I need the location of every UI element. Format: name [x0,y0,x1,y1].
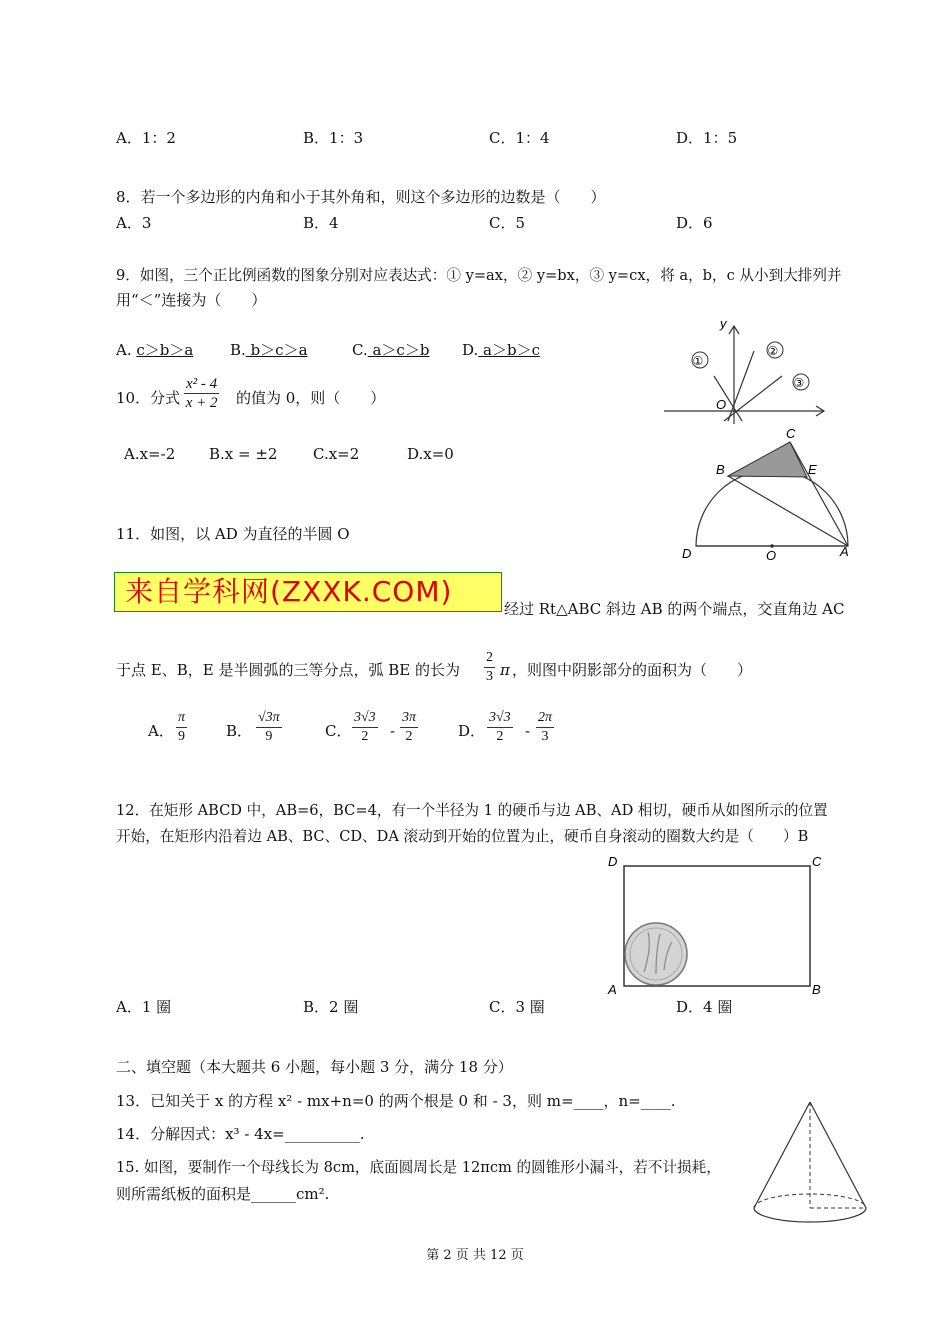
q7-option-d: D．1：5 [676,129,738,147]
q11-arc-fraction: $\frac{2}{3}$ [486,650,493,684]
q9-graph-figure [662,316,832,426]
q11-option-d-frac1: $\frac{3√3}{2}$ [489,710,511,744]
q11-option-b-label: B． [226,722,253,740]
q11-stem-line3a: 于点 E、B，E 是半圆弧的三等分点，弧 BE 的长为 [116,661,460,679]
q10-numerator: x² - 4 [186,376,218,392]
q11-stem-line2: 经过 Rt△ABC 斜边 AB 的两个端点，交直角边 AC [504,600,845,618]
q9-stem-line1: 9．如图，三个正比例函数的图象分别对应表达式：① y=ax，② y=bx，③ y=cx，将 a，b，c 从小到大排列并 [116,267,842,284]
q13-text: 13．已知关于 x 的方程 x² - mx+n=0 的两个根是 0 和 - 3，则 m=____，n=____. [116,1092,676,1110]
q11-stem-line1: 11．如图，以 AD 为直径的半圆 O [116,525,350,543]
q10-option-b: B.x = ±2 [209,445,278,463]
q11-option-a: $\frac{\pi}{9}$ [178,710,186,744]
q9-stem-line2: 用“＜”连接为（ ） [116,291,267,309]
q12-stem-line1: 12．在矩形 ABCD 中，AB=6，BC=4，有一个半径为 1 的硬币与边 AB、AD 相切，硬币从如图所示的位置 [116,802,828,819]
q12-option-d: D．4 圈 [676,998,733,1016]
q12-option-c: C．3 圈 [489,998,545,1016]
q8-option-a: A．3 [116,214,152,232]
q7-option-b: B．1：3 [303,129,364,147]
q12-option-b: B．2 圈 [303,998,359,1016]
q14-text: 14．分解因式：x³ - 4x=__________. [116,1125,365,1143]
q9-fig-label-1: ① [692,354,704,368]
page-footer: 第 2 页 共 12 页 [426,1248,524,1263]
q11-fig-label-o: O [766,548,777,563]
q11-fig-label-c: C [786,426,796,441]
q9-option-c: C. a＞c＞b [352,341,430,359]
q8-option-c: C．5 [489,214,526,232]
q9-fig-label-3: ③ [793,376,805,390]
q10-prefix: 10．分式 [116,389,181,407]
q12-fig-label-c: C [812,854,822,869]
q11-fig-label-d: D [682,546,692,561]
q8-option-d: D．6 [676,214,713,232]
q12-stem-line2: 开始，在矩形内沿着边 AB、BC、CD、DA 滚动到开始的位置为止，硬币自身滚动的圈数大约是（ ）B [116,828,809,845]
q11-option-c-minus: - [390,722,396,740]
q9-fig-label-2: ② [767,344,779,358]
q10-option-c: C.x=2 [313,445,360,463]
q9-option-a: A. c＞b＞a [116,341,194,359]
q12-rectangle-figure [604,852,834,998]
q9-fig-y-label: y [720,316,727,331]
q11-option-a-label: A． [148,722,174,740]
q7-option-c: C．1：4 [489,129,550,147]
q10-denominator: x + 2 [185,395,218,411]
q12-fig-label-b: B [812,982,821,997]
q11-semicircle-figure [676,424,866,564]
q11-option-b: $\frac{√3\pi}{9}$ [258,710,280,744]
q8-option-b: B．4 [303,214,339,232]
q10-suffix: 的值为 0，则（ ） [236,389,386,407]
q12-fig-label-a: A [608,982,617,997]
q11-fig-label-a: A [840,544,849,559]
q11-stem-line3b: ，则图中阴影部分的面积为（ ） [512,661,753,679]
q12-option-a: A．1 圈 [116,998,172,1016]
q9-option-b: B. b＞c＞a [230,341,308,359]
q11-arc-pi: π [500,661,510,679]
q11-option-c-label: C． [325,722,352,740]
q11-option-c-frac1: $\frac{3√3}{2}$ [354,710,376,744]
q10-option-d: D.x=0 [407,445,454,463]
zxxk-banner[interactable]: 来自学科网(ZXXK.COM) [114,572,502,612]
q15-cone-figure [748,1096,872,1232]
q9-option-d: D. a＞b＞c [462,341,540,359]
q11-fig-label-e: E [808,462,817,477]
q10-option-a: A.x=-2 [124,445,176,463]
q9-fig-origin-label: O [716,397,727,412]
q11-fig-label-b: B [716,462,725,477]
q11-option-d-minus: - [525,722,531,740]
q15-line1: 15. 如图，要制作一个母线长为 8cm，底面圆周长是 12πcm 的圆锥形小漏斗，若不计损耗， [116,1159,721,1176]
section-2-title: 二、填空题（本大题共 6 小题，每小题 3 分，满分 18 分） [116,1058,513,1076]
q12-fig-label-d: D [608,854,618,869]
q8-stem: 8．若一个多边形的内角和小于其外角和，则这个多边形的边数是（ ） [116,188,606,206]
q11-option-d-frac2: $\frac{2\pi}{3}$ [538,710,553,744]
q11-option-c-frac2: $\frac{3\pi}{2}$ [402,710,417,744]
q11-option-d-label: D． [458,722,486,740]
q10-fraction [184,375,219,412]
q7-option-a: A．1：2 [116,129,176,147]
q15-line2: 则所需纸板的面积是______cm². [116,1185,330,1203]
